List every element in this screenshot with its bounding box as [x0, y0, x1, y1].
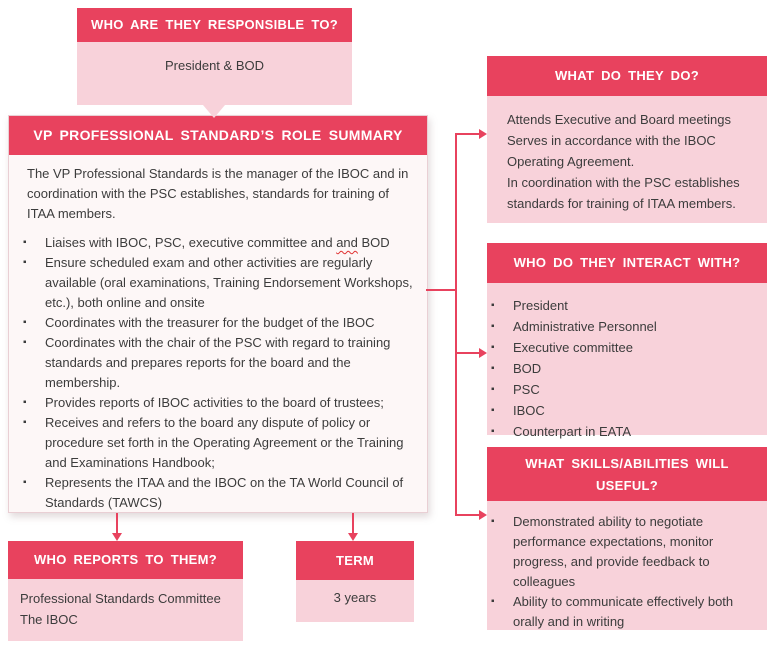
- responsible-to-box: [77, 8, 352, 105]
- interact-item: ▪ Administrative Personnel: [487, 316, 757, 337]
- bullet-text: BOD: [357, 235, 390, 250]
- skills-item: ▪ Ability to communicate effectively both orally and in writing: [487, 592, 759, 632]
- interact-item: ▪ Counterpart in EATA: [487, 421, 757, 442]
- what-do-line: In coordination with the PSC establishes standards for training of ITAA members.: [507, 175, 740, 211]
- connector-branch-what-do: [455, 133, 479, 135]
- skills-item: ▪ Demonstrated ability to negotiate performance expectations, monitor progress, and provide feedback to colleagues: [487, 512, 759, 592]
- role-bullet: ▪ Coordinates with the chair of the PSC with regard to training standards and prepares reports for the board and the membership.: [19, 333, 413, 393]
- interact-title: WHO DO THEY INTERACT WITH?: [487, 243, 767, 283]
- responsible-to-body: President & BOD: [77, 42, 352, 105]
- role-bullet: ▪ Ensure scheduled exam and other activities are regularly available (oral examinations, Training Endorsement Workshops, etc.), both online and onsite: [19, 253, 413, 313]
- arrowhead-right-icon: [479, 510, 487, 520]
- reports-title: WHO REPORTS TO THEM?: [8, 541, 243, 579]
- reports-line: Professional Standards Committee: [20, 591, 221, 606]
- connector-branch-interact: [455, 352, 479, 354]
- connector-down-reports: [116, 513, 118, 534]
- role-bullet: ▪ Represents the ITAA and the IBOC on the TA World Council of Standards (TAWCS): [19, 473, 413, 513]
- role-bullet: ▪ Receives and refers to the board any dispute of policy or procedure set forth in the Operating Agreement or the Training and Examinations Handbook;: [19, 413, 413, 473]
- connector-main-stub: [426, 289, 457, 291]
- arrowhead-down-icon: [348, 533, 358, 541]
- skills-box: [487, 447, 767, 630]
- what-do-line: Attends Executive and Board meetings: [507, 112, 732, 127]
- what-do-body: [487, 96, 767, 223]
- arrowhead-right-icon: [479, 129, 487, 139]
- connector-down-term: [352, 513, 354, 534]
- term-body: 3 years: [296, 580, 414, 622]
- arrowhead-right-icon: [479, 348, 487, 358]
- bullet-text: Liaises with IBOC, PSC, executive committee and: [45, 235, 337, 250]
- misspelled-word: and: [336, 235, 358, 250]
- role-bullet: ▪ Provides reports of IBOC activities to the board of trustees;: [19, 393, 413, 413]
- term-title: TERM: [296, 541, 414, 580]
- responsible-to-title: WHO ARE THEY RESPONSIBLE TO?: [77, 8, 352, 42]
- role-summary-title: VP PROFESSIONAL STANDARD’S ROLE SUMMARY: [8, 115, 428, 155]
- term-box: [296, 541, 414, 622]
- role-summary-bullet-list: [19, 233, 413, 513]
- role-summary-main-box: [8, 115, 428, 513]
- reports-box: [8, 541, 243, 641]
- skills-title: WHAT SKILLS/ABILITIES WILL USEFUL?: [487, 447, 767, 501]
- role-summary-intro: The VP Professional Standards is the manager of the IBOC and in coordination with the PSC establishes, standards for training of ITAA members.: [27, 166, 409, 221]
- interact-box: [487, 243, 767, 439]
- arrowhead-down-icon: [112, 533, 122, 541]
- skills-list: [487, 512, 759, 632]
- callout-pointer-down: [203, 105, 225, 118]
- interact-item: ▪ Executive committee: [487, 337, 757, 358]
- interact-item: ▪ PSC: [487, 379, 757, 400]
- role-bullet-liaises: [19, 233, 413, 253]
- interact-body: [487, 283, 767, 439]
- interact-item: ▪ IBOC: [487, 400, 757, 421]
- connector-branch-skills: [455, 514, 479, 516]
- interact-item: ▪ President: [487, 295, 757, 316]
- reports-body: [8, 579, 243, 641]
- skills-body: [487, 501, 767, 630]
- what-do-title: WHAT DO THEY DO?: [487, 56, 767, 96]
- role-summary-body: [9, 155, 427, 513]
- reports-line: The IBOC: [20, 612, 78, 627]
- interact-item: ▪ BOD: [487, 358, 757, 379]
- connector-trunk: [455, 133, 457, 516]
- what-do-box: [487, 56, 767, 223]
- role-bullet: ▪ Coordinates with the treasurer for the budget of the IBOC: [19, 313, 413, 333]
- interact-list: [487, 295, 757, 442]
- what-do-line: Serves in accordance with the IBOC Operating Agreement.: [507, 133, 716, 169]
